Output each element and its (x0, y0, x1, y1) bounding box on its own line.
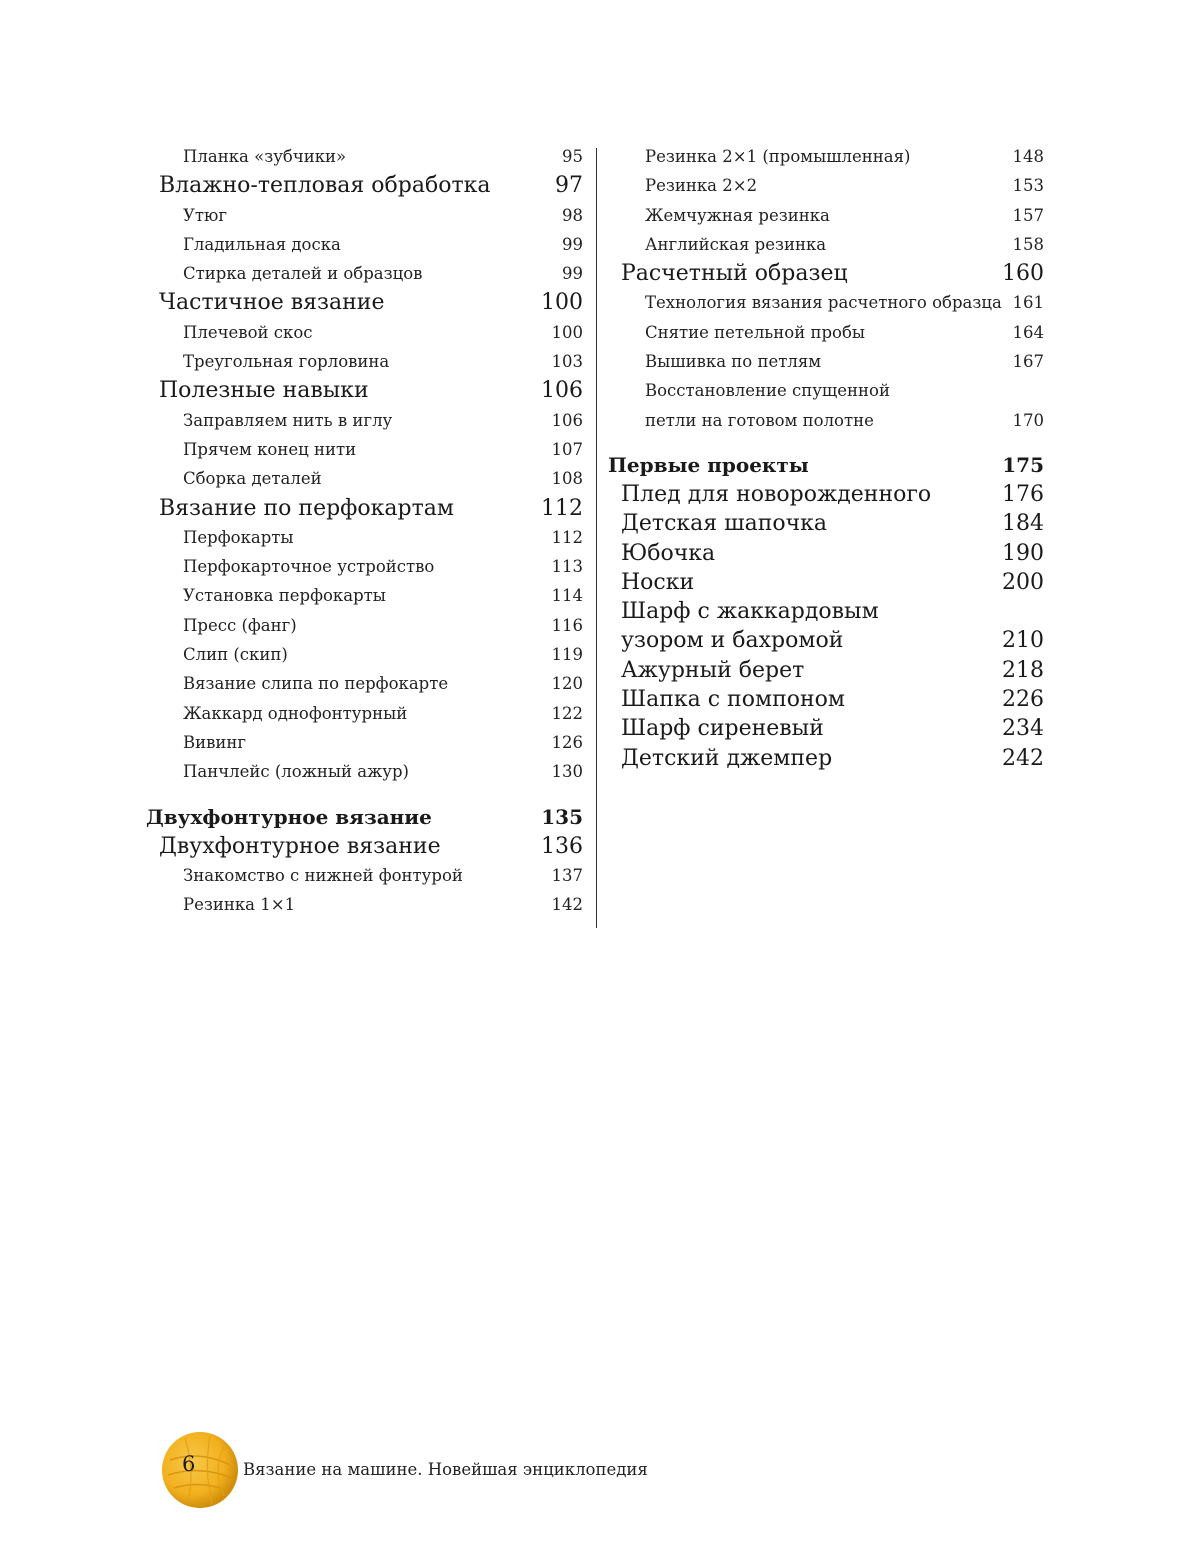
toc-chapter-entry (608, 568, 1044, 597)
toc-entry-title: Носки (621, 569, 695, 595)
toc-subentry (146, 699, 583, 728)
toc-entry-page: 100 (551, 322, 583, 342)
toc-chapter-entry (608, 480, 1044, 509)
toc-entry-page: 175 (1002, 452, 1044, 477)
toc-subentry (608, 230, 1044, 259)
toc-entry-page: 103 (551, 352, 583, 372)
toc-entry-title: Расчетный образец (621, 261, 848, 287)
toc-entry-title: Гладильная доска (183, 234, 341, 254)
toc-entry-title: Жемчужная резинка (645, 205, 830, 225)
toc-entry-title: Пресс (фанг) (183, 615, 297, 635)
toc-entry-page: 157 (1012, 205, 1044, 225)
toc-subentry (608, 347, 1044, 376)
toc-entry-title: Двухфонтурное вязание (159, 833, 441, 859)
page-footer (160, 1430, 760, 1510)
toc-entry-title: Резинка 2×2 (645, 176, 758, 196)
toc-entry-title: Установка перфокарты (183, 586, 386, 606)
toc-section-heading (608, 450, 1044, 480)
toc-entry-title: Резинка 2×1 (промышленная) (645, 147, 911, 166)
toc-entry-page: 130 (551, 762, 583, 782)
column-divider (596, 148, 597, 928)
toc-subentry (608, 288, 1044, 317)
toc-chapter-entry (608, 259, 1044, 288)
toc-entry-page: 114 (551, 586, 583, 606)
toc-entry-title: Технология вязания расчетного образца (645, 293, 1002, 313)
toc-entry-page: 210 (1002, 628, 1044, 654)
toc-entry-title: Сборка деталей (183, 469, 322, 489)
toc-left-column (146, 142, 583, 919)
toc-entry-page: 113 (551, 557, 583, 577)
toc-subentry (146, 435, 583, 464)
toc-entry-page: 120 (551, 674, 583, 694)
toc-entry-title: Перфокарты (183, 527, 294, 547)
toc-entry-page: 153 (1012, 176, 1044, 196)
toc-subentry (146, 406, 583, 435)
toc-entry-page: 95 (562, 147, 583, 166)
toc-entry-title: Заправляем нить в иглу (183, 410, 393, 430)
toc-subentry (608, 171, 1044, 200)
toc-subentry (146, 523, 583, 552)
toc-subentry (146, 318, 583, 347)
toc-entry-page: 167 (1012, 352, 1044, 372)
yarn-ball-icon (160, 1430, 240, 1510)
toc-chapter-entry (608, 714, 1044, 743)
toc-entry-page: 137 (551, 865, 583, 885)
toc-entry-page: 170 (1012, 410, 1044, 430)
toc-subentry (146, 259, 583, 288)
toc-entry-title: Слип (скип) (183, 645, 288, 665)
toc-entry-page: 135 (541, 804, 583, 829)
toc-entry-page: 99 (562, 234, 583, 254)
toc-subentry (146, 552, 583, 581)
toc-entry-page: 142 (551, 895, 583, 915)
toc-entry-page: 112 (541, 495, 583, 521)
toc-entry-title: Перфокарточное устройство (183, 557, 435, 577)
toc-subentry (146, 581, 583, 610)
toc-subentry (146, 669, 583, 698)
toc-entry-page: 99 (562, 264, 583, 284)
toc-entry-page: 97 (555, 173, 583, 199)
toc-entry-title: Жаккард однофонтурный (183, 703, 408, 723)
toc-entry-page: 148 (1012, 147, 1044, 166)
toc-entry-title: Восстановление спущенной петли на готовом полотне (645, 381, 890, 430)
toc-entry-page: 242 (1002, 745, 1044, 771)
toc-entry-page: 107 (551, 439, 583, 459)
toc-entry-title: Плечевой скос (183, 322, 313, 342)
toc-entry-page: 126 (551, 732, 583, 752)
toc-chapter-entry (146, 494, 583, 523)
toc-entry-page: 176 (1002, 481, 1044, 507)
toc-entry-page: 226 (1002, 687, 1044, 713)
toc-entry-page: 119 (551, 645, 583, 665)
toc-entry-title: Прячем конец нити (183, 439, 357, 459)
toc-entry-page: 100 (541, 290, 583, 316)
toc-subentry (146, 230, 583, 259)
page-number: 6 (182, 1452, 196, 1476)
toc-entry-page: 158 (1012, 234, 1044, 254)
toc-subentry (146, 890, 583, 919)
toc-entry-page: 161 (1012, 293, 1044, 313)
toc-subentry (146, 640, 583, 669)
toc-section-heading (146, 802, 583, 832)
toc-entry-title: Вязание слипа по перфокарте (183, 674, 449, 694)
toc-entry-title: Планка «зубчики» (183, 147, 347, 166)
toc-entry-title: Треугольная горловина (183, 352, 390, 372)
toc-chapter-entry (608, 744, 1044, 773)
toc-entry-title: Частичное вязание (159, 290, 385, 316)
toc-subentry (608, 376, 1044, 435)
toc-subentry (146, 728, 583, 757)
toc-entry-page: 112 (551, 527, 583, 547)
toc-chapter-entry (608, 597, 1044, 656)
toc-chapter-entry (146, 376, 583, 405)
toc-chapter-entry (608, 656, 1044, 685)
toc-entry-title: Плед для новорожденного (621, 481, 932, 507)
toc-subentry (146, 611, 583, 640)
toc-entry-title: Влажно-тепловая обработка (159, 173, 491, 199)
toc-right-column (608, 142, 1044, 773)
toc-subentry (146, 347, 583, 376)
toc-entry-page: 122 (551, 703, 583, 723)
toc-subentry (146, 757, 583, 786)
toc-entry-page: 200 (1002, 569, 1044, 595)
toc-subentry (608, 318, 1044, 347)
toc-entry-title: Вязание по перфокартам (159, 495, 454, 521)
toc-subentry (608, 201, 1044, 230)
toc-entry-page: 184 (1002, 511, 1044, 537)
toc-entry-title: Знакомство с нижней фонтурой (183, 865, 463, 885)
toc-entry-page: 98 (562, 205, 583, 225)
toc-entry-title: Утюг (183, 205, 228, 225)
toc-chapter-entry (608, 685, 1044, 714)
toc-subentry (146, 142, 583, 171)
toc-entry-title: Ажурный берет (621, 657, 805, 683)
toc-subentry (146, 861, 583, 890)
toc-subentry (608, 142, 1044, 171)
toc-chapter-entry (608, 509, 1044, 538)
toc-entry-title: Полезные навыки (159, 378, 369, 404)
toc-entry-page: 106 (541, 378, 583, 404)
toc-entry-title: Стирка деталей и образцов (183, 264, 423, 284)
toc-entry-page: 136 (541, 833, 583, 859)
toc-subentry (146, 201, 583, 230)
toc-entry-title: Детская шапочка (621, 511, 828, 537)
toc-entry-title: Английская резинка (645, 234, 827, 254)
toc-entry-title: Шарф сиреневый (621, 716, 824, 742)
toc-chapter-entry (146, 288, 583, 317)
toc-entry-title: Панчлейс (ложный ажур) (183, 762, 409, 782)
toc-chapter-entry (146, 171, 583, 200)
toc-entry-page: 106 (551, 410, 583, 430)
toc-entry-page: 190 (1002, 540, 1044, 566)
toc-chapter-entry (608, 539, 1044, 568)
toc-entry-page: 160 (1002, 261, 1044, 287)
toc-entry-page: 116 (551, 615, 583, 635)
toc-entry-title: Детский джемпер (621, 745, 833, 771)
toc-entry-title: Шапка с помпоном (621, 687, 846, 713)
toc-subentry (146, 464, 583, 493)
toc-entry-page: 234 (1002, 716, 1044, 742)
toc-chapter-entry (146, 832, 583, 861)
toc-entry-title: Резинка 1×1 (183, 895, 296, 915)
toc-entry-page: 164 (1012, 322, 1044, 342)
book-title: Вязание на машине. Новейшая энциклопедия (243, 1460, 648, 1479)
toc-entry-title: Снятие петельной пробы (645, 322, 866, 342)
toc-entry-title: Вивинг (183, 732, 247, 752)
toc-entry-title: Первые проекты (608, 452, 809, 477)
toc-entry-title: Юбочка (621, 540, 716, 566)
toc-entry-page: 108 (551, 469, 583, 489)
toc-entry-title: Вышивка по петлям (645, 352, 822, 372)
toc-entry-title: Шарф с жаккардовым узором и бахромой (621, 599, 879, 654)
toc-entry-title: Двухфонтурное вязание (146, 804, 432, 829)
toc-entry-page: 218 (1002, 657, 1044, 683)
